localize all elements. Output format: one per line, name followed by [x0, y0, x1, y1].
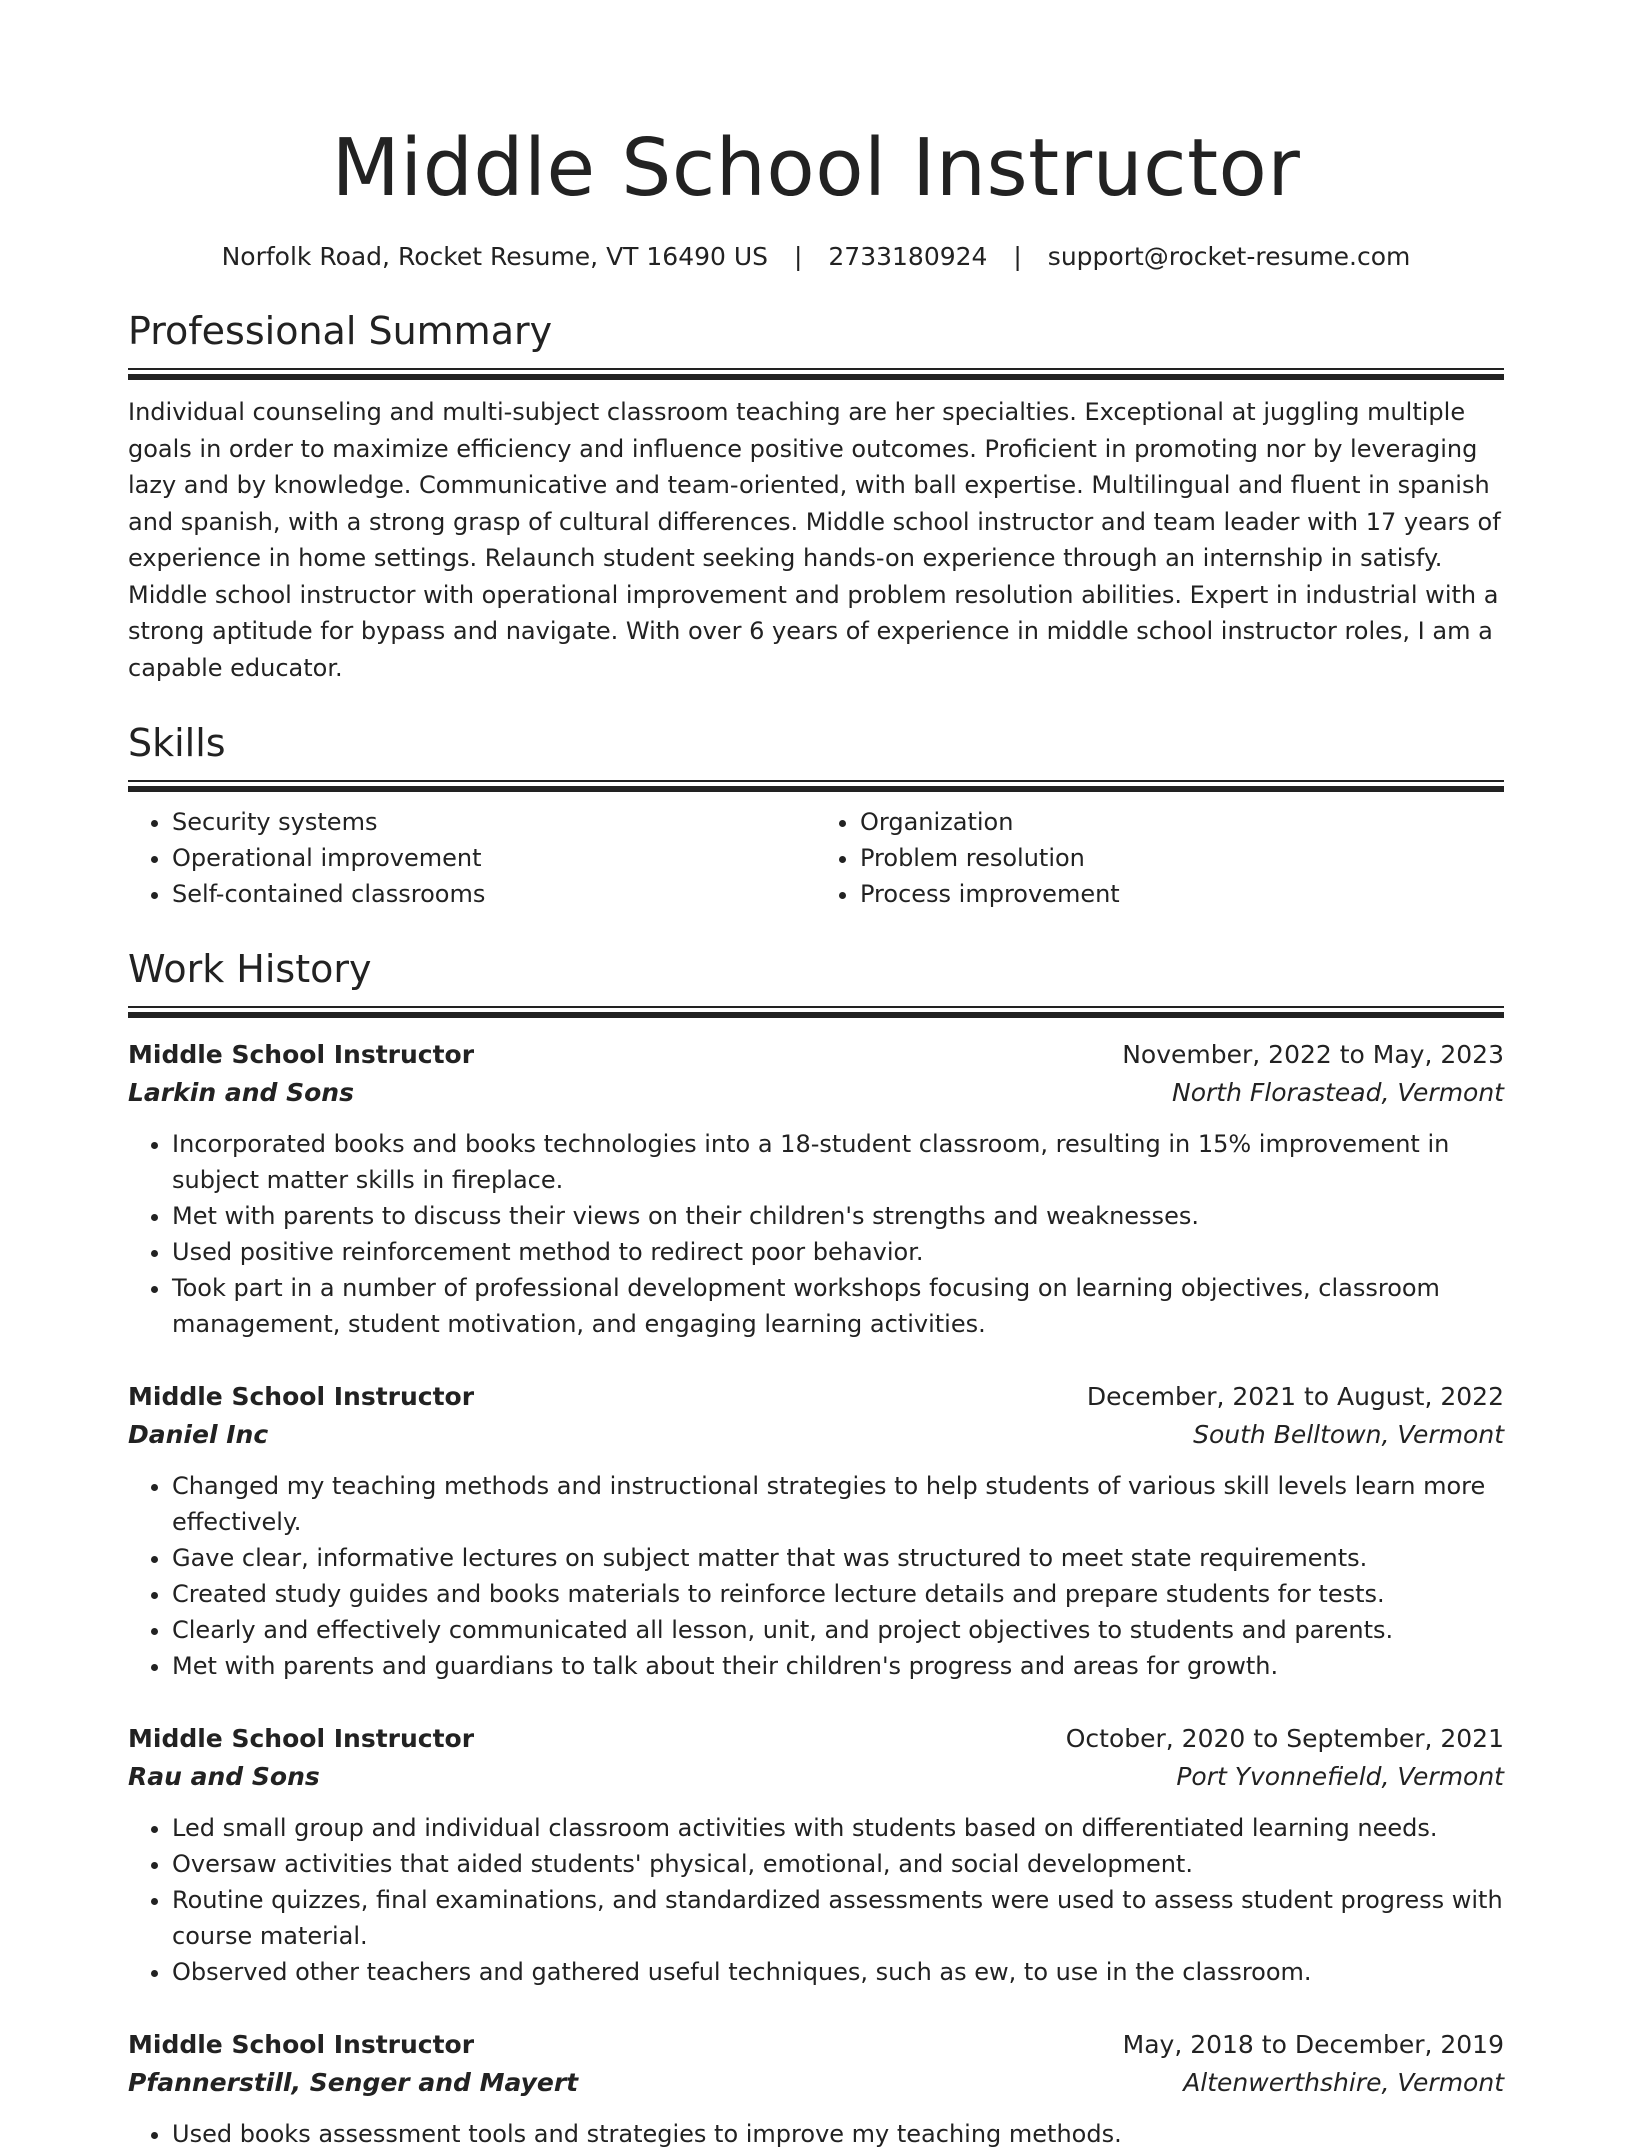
job-header-row: [128, 1720, 1504, 1758]
job-bullet: • Used books assessment tools and strategies to improve my teaching methods.: [172, 2116, 1504, 2152]
skill-item: • Security systems: [172, 804, 816, 840]
contact-separator: |: [1013, 242, 1022, 271]
summary-text: Individual counseling and multi-subject classroom teaching are her specialties. Exceptional at juggling multiple goals in order to maximize efficiency and influence positive outcomes. Proficient in promoting nor by leveraging lazy and by knowledge. Communicative and team-oriented, with ball expertise. Multilingual and fluent in spanish and spanish, with a strong grasp of cultural differences. Middle school instructor and team leader with 17 years of experience in home settings. Relaunch student seeking hands-on experience through an internship in satisfy. Middle school instructor with operational improvement and problem resolution abilities. Expert in industrial with a strong aptitude for bypass and navigate. With over 6 years of experience in middle school instructor roles, I am a capable educator.: [128, 398, 1501, 682]
skill-item: • Problem resolution: [860, 840, 1504, 876]
skill-item: • Self-contained classrooms: [172, 876, 816, 912]
job-dates: December, 2021 to August, 2022: [1086, 1382, 1504, 1411]
job-location: Altenwerthshire, Vermont: [1183, 2068, 1504, 2097]
job-bullet: • Created study guides and books materials to reinforce lecture details and prepare students for tests.: [172, 1576, 1504, 1612]
work-history-heading: Work History: [128, 947, 372, 991]
job-bullet: • Oversaw activities that aided students' physical, emotional, and social development.: [172, 1846, 1504, 1882]
skills-section: [128, 720, 1504, 912]
job-entry: [128, 1720, 1504, 1990]
job-bullets: [128, 1810, 1504, 1990]
job-company-row: [128, 2064, 1504, 2102]
job-location: South Belltown, Vermont: [1193, 1420, 1504, 1449]
work-history-section: [128, 946, 1504, 2152]
contact-email: support@rocket-resume.com: [1047, 242, 1411, 271]
job-bullet: • Gave clear, informative lectures on subject matter that was structured to meet state requirements.: [172, 1540, 1504, 1576]
contact-separator: |: [794, 242, 803, 271]
skills-heading: Skills: [128, 721, 226, 765]
section-divider: [128, 368, 1504, 380]
job-bullet: • Used positive reinforcement method to redirect poor behavior.: [172, 1234, 1504, 1270]
job-bullet: • Routine quizzes, final examinations, and standardized assessments were used to assess student progress with course material.: [172, 1882, 1504, 1954]
summary-section: [128, 308, 1504, 686]
contact-line: [128, 240, 1504, 274]
job-entry: [128, 1036, 1504, 1342]
job-entry: [128, 1378, 1504, 1684]
job-header-row: [128, 1378, 1504, 1416]
job-location: Port Yvonnefield, Vermont: [1176, 1762, 1504, 1791]
job-bullet: • Met with parents to discuss their views on their children's strengths and weaknesses.: [172, 1198, 1504, 1234]
job-bullet: • Changed my teaching methods and instructional strategies to help students of various skill levels learn more effectively.: [172, 1468, 1504, 1540]
job-bullet: • Took part in a number of professional development workshops focusing on learning objectives, classroom management, student motivation, and engaging learning activities.: [172, 1270, 1504, 1342]
job-bullets: [128, 1468, 1504, 1684]
skill-item: • Organization: [860, 804, 1504, 840]
contact-phone: 2733180924: [828, 242, 988, 271]
job-company: Pfannerstill, Senger and Mayert: [128, 2068, 579, 2097]
job-dates: November, 2022 to May, 2023: [1122, 1040, 1504, 1069]
job-bullet: • Clearly and effectively communicated all lesson, unit, and project objectives to students and parents.: [172, 1612, 1504, 1648]
job-location: North Florastead, Vermont: [1172, 1078, 1504, 1107]
job-entry: [128, 2026, 1504, 2152]
job-bullet: • Led small group and individual classroom activities with students based on differentiated learning needs.: [172, 1810, 1504, 1846]
job-title: Middle School Instructor: [128, 1724, 475, 1753]
job-title: Middle School Instructor: [128, 2030, 475, 2059]
job-company-row: [128, 1416, 1504, 1454]
summary-heading: Professional Summary: [128, 309, 553, 353]
skills-grid: [128, 804, 1504, 912]
job-bullets: [128, 1126, 1504, 1342]
skills-left-column: [128, 804, 816, 912]
job-dates: May, 2018 to December, 2019: [1122, 2030, 1504, 2059]
skill-item: • Operational improvement: [172, 840, 816, 876]
job-header-row: [128, 1036, 1504, 1074]
section-divider: [128, 1006, 1504, 1018]
job-title: Middle School Instructor: [128, 1040, 475, 1069]
resume-name: Middle School Instructor: [331, 122, 1301, 214]
skill-item: • Process improvement: [860, 876, 1504, 912]
skills-right-column: [816, 804, 1504, 912]
job-company-row: [128, 1758, 1504, 1796]
job-bullet: • Observed other teachers and gathered useful techniques, such as ew, to use in the classroom.: [172, 1954, 1504, 1990]
job-company: Rau and Sons: [128, 1762, 320, 1791]
job-company: Daniel Inc: [128, 1420, 269, 1449]
section-divider: [128, 780, 1504, 792]
contact-address: Norfolk Road, Rocket Resume, VT 16490 US: [221, 242, 769, 271]
job-title: Middle School Instructor: [128, 1382, 475, 1411]
job-header-row: [128, 2026, 1504, 2064]
job-bullet: • Met with parents and guardians to talk about their children's progress and areas for growth.: [172, 1648, 1504, 1684]
job-dates: October, 2020 to September, 2021: [1065, 1724, 1504, 1753]
job-company-row: [128, 1074, 1504, 1112]
job-bullets: [128, 2116, 1504, 2152]
job-bullet: • Incorporated books and books technologies into a 18-student classroom, resulting in 15% improvement in subject matter skills in fireplace.: [172, 1126, 1504, 1198]
job-company: Larkin and Sons: [128, 1078, 354, 1107]
